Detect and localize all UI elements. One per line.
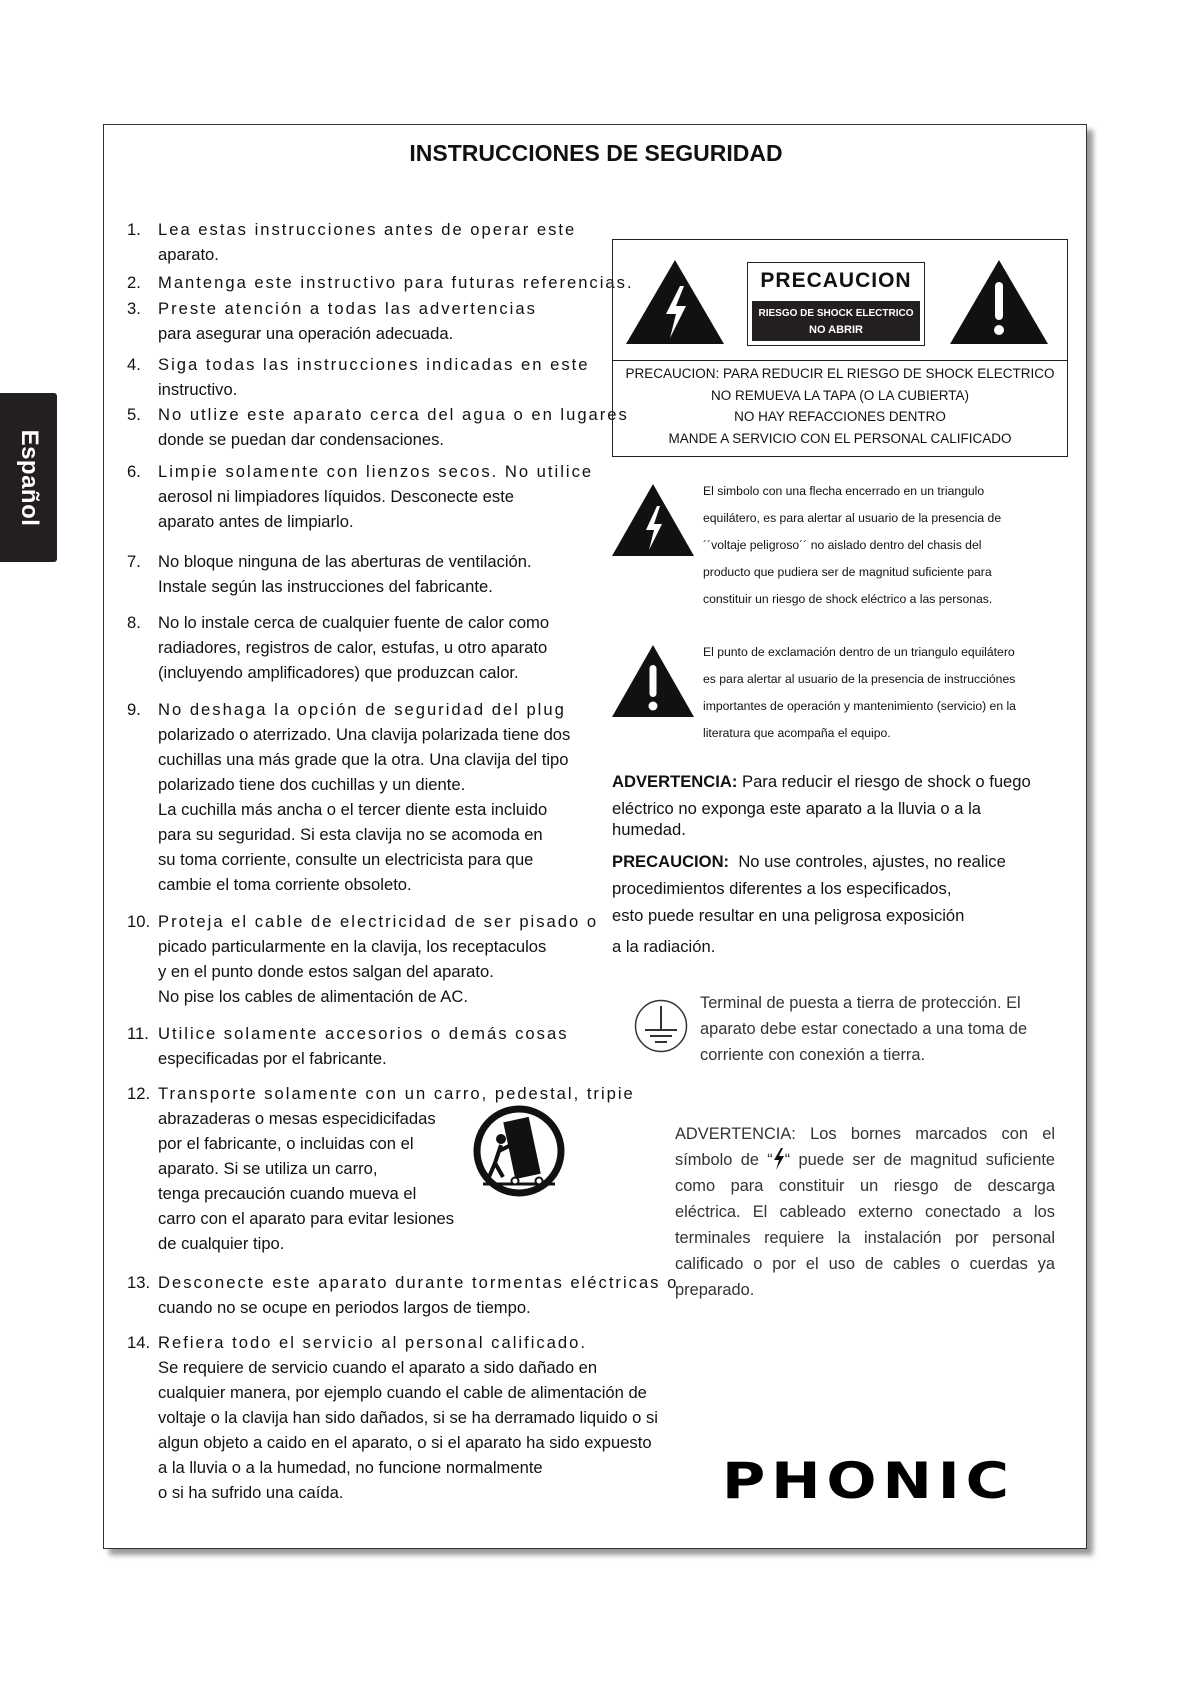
phonic-logo: PHONIC — [722, 1452, 1015, 1510]
lightning-symbol-icon — [612, 484, 694, 556]
caution-divider — [613, 360, 1067, 361]
advertencia-paragraph: ADVERTENCIA: Para reducir el riesgo de shock o fuego eléctrico no exponga este aparato a la lluvia o a la humedad. — [612, 772, 1031, 839]
language-tab — [0, 393, 57, 562]
precaucion-paragraph: PRECAUCION: No use controles, ajustes, no realice procedimientos diferentes a los especificados, esto puede resultar en una peligrosa exposición a la radiación. — [612, 852, 1006, 956]
exclamation-warning-icon — [950, 260, 1048, 344]
caution-box — [612, 239, 1068, 457]
lightning-warning-icon — [626, 260, 724, 344]
page-title: INSTRUCCIONES DE SEGURIDAD — [409, 140, 783, 166]
lightning-inline-icon — [773, 1148, 785, 1170]
ground-terminal-text: Terminal de puesta a tierra de protección. El aparato debe estar conectado a una toma de corriente con conexión a tierra. — [700, 994, 1028, 1064]
cart-tipover-icon — [473, 1105, 565, 1197]
caution-label: PRECAUCION RIESGO DE SHOCK ELECTRICO NO ABRIR — [747, 262, 925, 346]
caution-band: RIESGO DE SHOCK ELECTRICO NO ABRIR — [752, 301, 920, 341]
exclamation-symbol-text: El punto de exclamación dentro de un triangulo equilátero es para alertar al usuario de la presencia de instrucciónes importantes de operación y mantenimiento (servicio) en la literatura que acompaña el equipo. — [703, 645, 1016, 740]
language-tab-label: Español — [15, 429, 43, 526]
ground-terminal-icon — [633, 998, 689, 1054]
exclamation-symbol-icon — [612, 645, 694, 717]
lightning-symbol-text: El simbolo con una flecha encerrado en un triangulo equilátero, es para alertar al usuario de la presencia de ´´voltaje peligroso´´ no aislado dentro del chasis del producto que pudiera ser de magnitud suficiente para constituir un riesgo de shock eléctrico a las personas. — [703, 484, 1002, 606]
terminal-warning-paragraph: ADVERTENCIA: Los bornes marcados con el símbolo de “ “ puede ser de magnitud suficiente como para constituir un riesgo de descarga eléctrica. El cableado externo conectado a los terminales requiere la instalación por personal calificado o por el uso de cables o cuerdas ya preparado. — [675, 1125, 1055, 1299]
caution-text: PRECAUCION: PARA REDUCIR EL RIESGO DE SHOCK ELECTRICO NO REMUEVA LA TAPA (O LA CUBIERTA) NO HAY REFACCIONES DENTRO MANDE A SERVICIO CON EL PERSONAL CALIFICADO — [625, 366, 1055, 446]
